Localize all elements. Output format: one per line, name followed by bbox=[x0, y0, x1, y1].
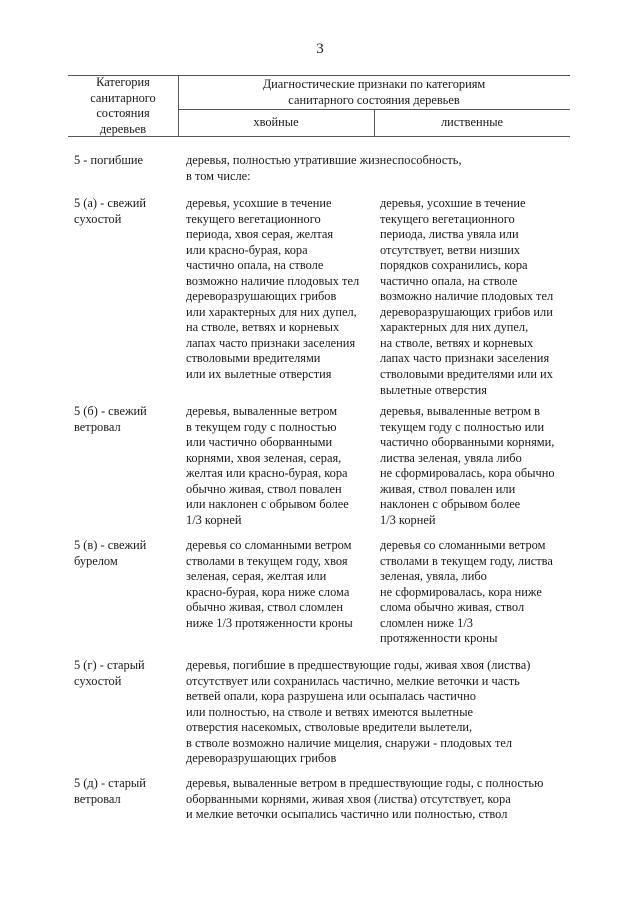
row-category: 5 (б) - свежий ветровал bbox=[74, 404, 147, 434]
row-deciduous: деревья со сломанными ветром стволами в текущем году, листва зеленая, увяла, либо не сформировалась, кора ниже слома обычно живая, ствол сломлен ниже 1/3 протяженности кроны bbox=[380, 538, 553, 646]
row-coniferous: деревья, усохшие в течение текущего вегетационного периода, хвоя серая, желтая или красно-бурая, кора частично опала, на стволе возможно наличие плодовых тел дереворазрушающих грибов или характерных для них дупел, на стволе, ветвях и корневых лапах часто признаки заселения стволовыми вредителями или их вылетные отверстия bbox=[186, 196, 360, 382]
row-deciduous: деревья, вываленные ветром в текущем году с полностью или частично оборванными корнями, листва зеленая, увяла либо не сформировалась, кора обычно живая, ствол повален или наклонен с обрывом более 1/3 корней bbox=[380, 404, 555, 527]
page-number: 3 bbox=[316, 41, 324, 57]
row-coniferous: деревья, вываленные ветром в текущем году с полностью или частично оборванными корнями, хвоя зеленая, серая, желтая или красно-бурая, кора обычно живая, ствол повален или наклонен с обрывом более 1/3 корней bbox=[186, 404, 349, 527]
header-coniferous: хвойные bbox=[253, 115, 299, 129]
header-deciduous: лиственные bbox=[440, 115, 504, 129]
row-category: 5 (в) - свежий бурелом bbox=[74, 538, 147, 568]
row-category: 5 - погибшие bbox=[74, 153, 144, 167]
row-description: деревья, полностью утратившие жизнеспособность, в том числе: bbox=[186, 153, 462, 183]
header-category: Категория санитарного состояния деревьев bbox=[90, 75, 156, 136]
row-description: деревья, погибшие в предшествующие годы, живая хвоя (листва) отсутствует или сохранилась частично, мелкие веточки и часть ветвей опали, кора разрушена или осыпалась частично или полностью, на стволе и ветвях имеются вылетные отверстия насекомых, стволовые вредители вылетели, в стволе возможно наличие мицелия, снаружи - плодовых тел дереворазрушающих грибов bbox=[186, 658, 531, 766]
row-category: 5 (д) - старый ветровал bbox=[74, 776, 146, 806]
header-diagnostic: Диагностические признаки по категориям санитарного состояния деревьев bbox=[262, 77, 486, 107]
row-coniferous: деревья со сломанными ветром стволами в текущем году, хвоя зеленая, серая, желтая или красно-бурая, кора ниже слома обычно живая, ствол сломлен ниже 1/3 протяженности кроны bbox=[186, 538, 353, 630]
row-deciduous: деревья, усохшие в течение текущего вегетационного периода, листва увяла или отсутствует, ветви низших порядков сохранились, кора частично опала, на стволе возможно наличие плодовых тел дереворазрушающих грибов или характерных для них дупел, на стволе, ветвях и корневых лапах часто признаки заселения стволовыми вредителями или их вылетные отверстия bbox=[380, 196, 554, 397]
row-description: деревья, вываленные ветром в предшествующие годы, с полностью оборванными корнями, живая хвоя (листва) отсутствует, кора и мелкие веточки осыпались частично или полностью, ствол bbox=[186, 776, 544, 822]
row-category: 5 (г) - старый сухостой bbox=[74, 658, 145, 688]
row-category: 5 (а) - свежий сухостой bbox=[74, 196, 146, 226]
